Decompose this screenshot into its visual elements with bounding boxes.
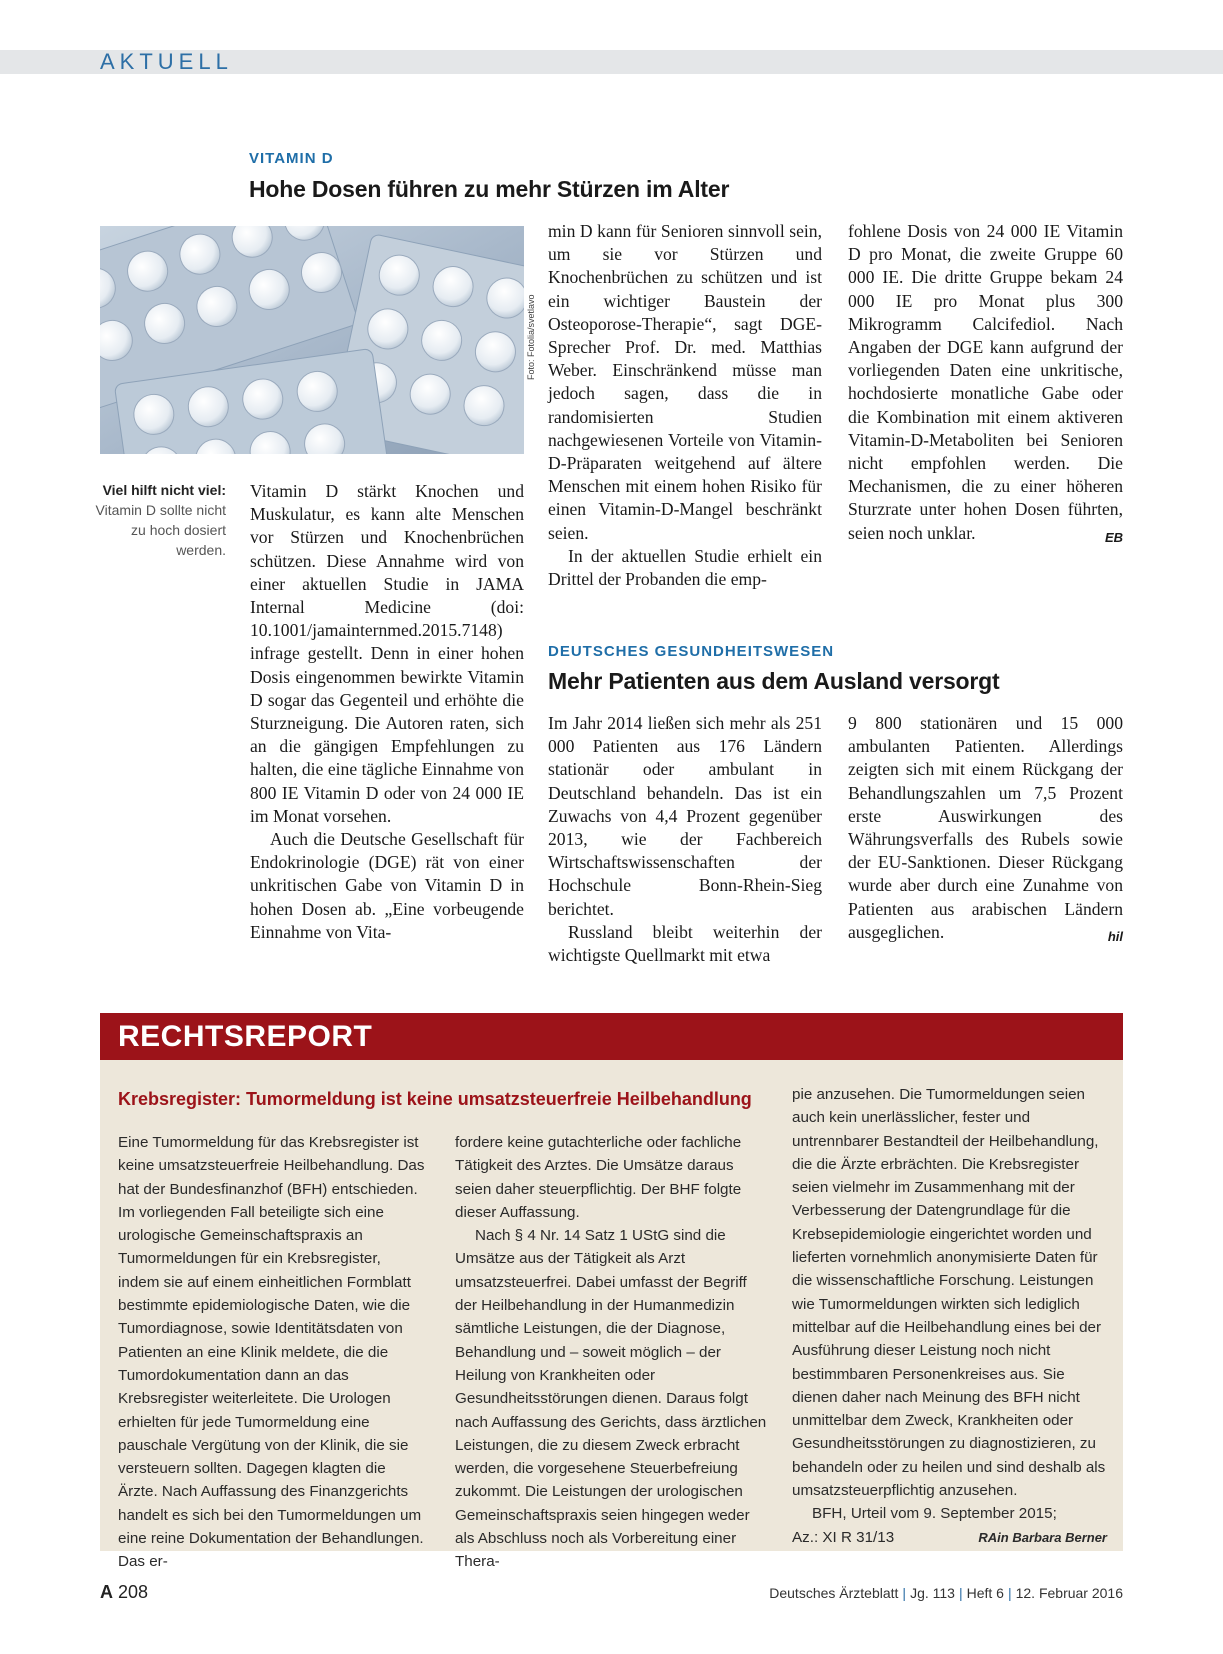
- article1-headline: Hohe Dosen führen zu mehr Stürzen im Alter: [249, 176, 730, 202]
- rechtsreport-col2-p2: Nach § 4 Nr. 14 Satz 1 UStG sind die Umsätze aus der Tätigkeit als Arzt umsatzsteuerfrei. Dabei umfasst der Begriff der Heilbehandlung in der Humanmedizin sämtliche Leistungen, die der Diagnose, Behandlung und – soweit möglich – der Heilung von Krankheiten oder Gesundheitsstörungen dienen. Daraus folgt nach Auffassung des Gerichts, dass ärztlichen Leistungen, die zu diesem Zweck erbracht werden, die vorgesehene Steuerbefreiung zukommt. Die Leistungen der urologischen Gemeinschaftspraxis seien hingegen weder als Abschluss noch als Vorbereitung einer Thera-: [455, 1227, 767, 1571]
- article2-col2-p1: 9 800 stationären und 15 000 ambulanten Patienten. Allerdings zeigten sich mit einem Rückgang der Behandlungszahlen um 7,5 Prozent erste Auswirkungen des Währungsverfalls des Rubels sowie der EU-Sanktionen. Dieser Rückgang wurde aber durch eine Zunahme von Patienten aus arabischen Ländern ausgeglichen.: [848, 713, 1123, 942]
- article2-kicker: DEUTSCHES GESUNDHEITSWESEN: [548, 643, 835, 660]
- caption-bold: Viel hilft nicht viel:: [102, 482, 226, 498]
- journal-info: Deutsches Ärzteblatt | Jg. 113 | Heft 6 | 12. Februar 2016: [769, 1585, 1123, 1601]
- article1-col1-p2: Auch die Deutsche Gesellschaft für Endokrinologie (DGE) rät von einer unkritischen Gabe von Vitamin D in hohen Dosen ab. „Eine vorbeugende Einnahme von Vita-: [250, 829, 524, 942]
- journal-volume: Jg. 113: [910, 1585, 955, 1601]
- rechtsreport-column-2: [455, 1131, 770, 1574]
- rechtsreport-col3-citation: BFH, Urteil vom 9. September 2015;: [812, 1505, 1057, 1523]
- rechtsreport-col3-case-number: Az.: XI R 31/13: [792, 1528, 895, 1546]
- rechtsreport-col2-p1: fordere keine gutachterliche oder fachliche Tätigkeit des Arztes. Die Umsätze daraus seien daher steuerpflichtig. Der BHF folgte dieser Auffassung.: [455, 1134, 742, 1221]
- rechtsreport-column-3: [792, 1083, 1107, 1549]
- article1-column-2: [548, 220, 822, 591]
- page-letter: A: [100, 1582, 113, 1602]
- vitamin-pills-photo: [100, 226, 524, 454]
- pill-blister-illustration: [100, 226, 524, 454]
- section-label: AKTUELL: [100, 49, 233, 74]
- article2-col1-p1: Im Jahr 2014 ließen sich mehr als 251 000 Patienten aus 176 Ländern stationär oder ambulant in Deutschland behandeln. Das ist ein Zuwachs von 4,4 Prozent gegenüber 2013, wie der Fachbereich Wirtschaftswissenschaften der Hochschule Bonn-Rhein-Sieg berichtet.: [548, 713, 822, 919]
- article1-col2-p1: min D kann für Senioren sinnvoll sein, um sie vor Stürzen und Knochenbrüchen zu schützen und ist ein wichtiger Baustein der Osteoporose-Therapie“, sagt DGE-Sprecher Prof. Dr. med. Matthias Weber. Einschränkend müsse man jedoch sagen, dass die in randomisierten Studien nachgewiesenen Vorteile von Vitamin-D-Präparaten weitgehend auf ältere Menschen mit einem hohen Risiko für einen Vitamin-D-Mangel beschränkt seien.: [548, 221, 822, 543]
- rechtsreport-col3-p1: pie anzusehen. Die Tumormeldungen seien auch kein unerlässlicher, fester und untrennbarer Bestandteil der Heilbehandlung, die die Ärzte erbrächten. Die Krebsregister seien vielmehr im Zusammenhang mit der Verbesserung der Datengrundlage für die Krebsepidemiologie eingerichtet worden und lieferten vornehmlich anonymisierte Daten für die wissenschaftliche Forschung. Leistungen wie Tumormeldungen wirkten sich lediglich mittelbar auf die Heilbehandlung eines bei der Ausführung dieser Leistung noch nicht bestimmbaren Personenkreises aus. Sie dienen daher nach Meinung des BFH nicht unmittelbar dem Zweck, Krankheiten oder Gesundheitsstörungen zu diagnostizieren, zu behandeln oder zu heilen und sind deshalb als umsatzsteuerpflichtig anzusehen.: [792, 1086, 1106, 1500]
- article1-column-3: [848, 220, 1123, 549]
- article1-column-1: [250, 480, 524, 944]
- journal-name: Deutsches Ärzteblatt: [769, 1585, 899, 1601]
- article1-col3-p1: fohlene Dosis von 24 000 IE Vitamin D pro Monat, die zweite Gruppe 60 000 IE. Die dritte Gruppe bekam 24 000 IE pro Monat plus 300 Mikrogramm Calcifediol. Nach Angaben der DGE kann aufgrund der vorliegenden Daten eine unkritische, hochdosierte monatliche Gabe oder die Kombination mit einem aktiveren Vitamin-D-Metaboliten bei Senioren nicht empfohlen werden. Die Mechanismen, die zu einer höheren Sturzrate unter hohen Dosen führten, seien noch unklar.: [848, 221, 1123, 543]
- rechtsreport-signature: RAin Barbara Berner: [978, 1529, 1107, 1545]
- section-bar: [0, 50, 1223, 74]
- article1-kicker: VITAMIN D: [249, 150, 334, 167]
- article2-signature: hil: [1107, 928, 1123, 944]
- article1-col2-p2: In der aktuellen Studie erhielt ein Drittel der Probanden die emp-: [548, 545, 822, 590]
- photo-caption: [90, 480, 226, 560]
- article2-col1-p2: Russland bleibt weiterhin der wichtigste Quellmarkt mit etwa: [548, 921, 822, 966]
- rechtsreport-headline: Krebsregister: Tumormeldung ist keine umsatzsteuerfreie Heilbehandlung: [118, 1089, 752, 1109]
- page-number: [100, 1582, 148, 1603]
- article2-headline: Mehr Patienten aus dem Ausland versorgt: [548, 668, 1000, 694]
- rechtsreport-col1-text: Eine Tumormeldung für das Krebsregister ist keine umsatzsteuerfreie Heilbehandlung. Das hat der Bundesfinanzhof (BFH) entschieden. Im vorliegenden Fall beteiligte sich eine urologische Gemeinschaftspraxis an Tumormeldungen für ein Krebsregister, indem sie auf einem einheitlichen Formblatt bestimmte epidemiologische Daten, wie die Tumordiagnose, sowie Identitätsdaten von Patienten an eine Klinik meldete, die die Tumordokumentation dann an das Krebsregister weiterleitete. Die Urologen erhielten für jede Tumormeldung eine pauschale Vergütung von der Klinik, die sie versteuern sollten. Dagegen klagten die Ärzte. Nach Auffassung des Finanzgerichts handelt es sich bei den Tumormeldungen um eine reine Dokumentation der Behandlungen. Das er-: [118, 1134, 425, 1571]
- rechtsreport-title: RECHTSREPORT: [118, 1020, 373, 1053]
- caption-text: Vitamin D sollte nicht zu hoch dosiert werden.: [95, 502, 226, 558]
- article2-column-2: [848, 712, 1123, 948]
- article2-column-1: [548, 712, 822, 967]
- journal-date: 12. Februar 2016: [1015, 1585, 1123, 1601]
- article1-col1-p1: Vitamin D stärkt Knochen und Muskulatur, es kann alte Menschen vor Stürzen und Knochenbrüchen schützen. Diese Annahme wird von einer aktuellen Studie in JAMA Internal Medicine (doi: 10.1001/jamainternmed.2015.7148) infrage gestellt. Denn in einer hohen Dosis eingenommen bewirkte Vitamin D sogar das Gegenteil und erhöhte die Sturzneigung. Die Autoren raten, sich an die gängigen Empfehlungen zu halten, die eine tägliche Einnahme von 800 IE Vitamin D oder von 24 000 IE im Monat vorsehen.: [250, 481, 524, 826]
- page-number-value: 208: [118, 1582, 149, 1602]
- rechtsreport-column-1: [118, 1131, 426, 1574]
- journal-issue: Heft 6: [966, 1585, 1004, 1601]
- article1-signature: EB: [1104, 529, 1123, 545]
- photo-credit: Foto: Fotolia/svetlavo: [526, 294, 536, 380]
